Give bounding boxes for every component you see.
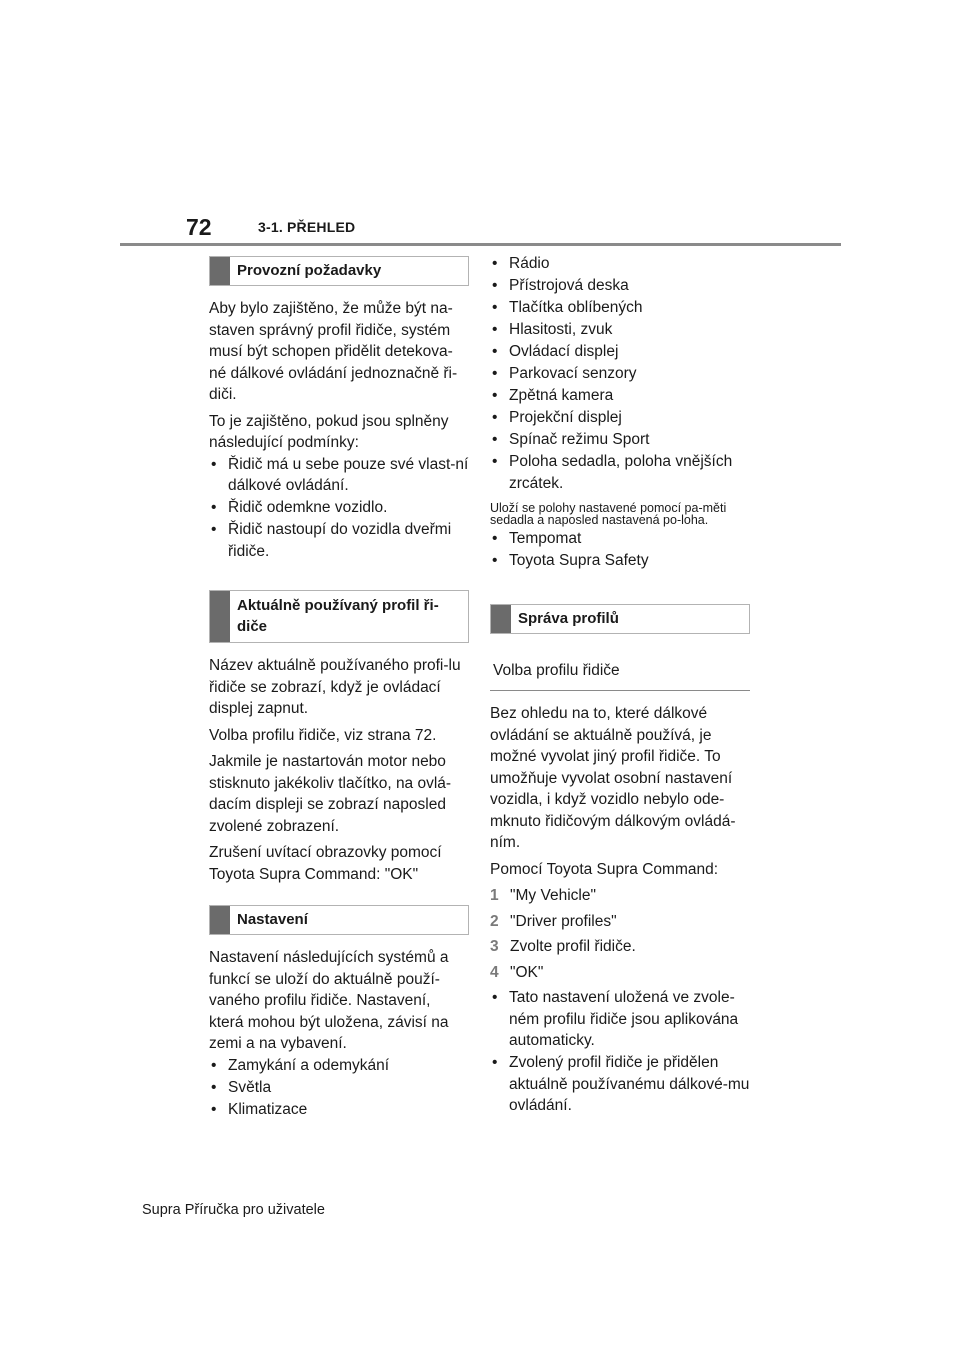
- paragraph: Jakmile je nastartován motor nebo stisknuto jakékoliv tlačítko, na ovlá-dacím displeji se zobrazí naposled zvolené zobrazení.: [209, 753, 452, 835]
- list-item: • Řidič odemkne vozidlo.: [209, 497, 469, 519]
- step-text: "My Vehicle": [510, 887, 596, 904]
- notes-list: [490, 987, 750, 1117]
- list-item: • Zamykání a odemykání: [209, 1055, 469, 1077]
- list-item: • Řidič má u sebe pouze své vlast-ní dálkové ovládání.: [209, 454, 469, 497]
- paragraph: Název aktuálně používaného profi-lu řidiče se zobrazí, když je ovládací displej zapnut.: [209, 657, 461, 717]
- systems-list: [209, 1055, 469, 1121]
- list-item: • Přístrojová deska: [490, 275, 750, 297]
- footer-text: Supra Příručka pro uživatele: [142, 1202, 325, 1218]
- step-item: [490, 962, 750, 984]
- list-item: • Tlačítka oblíbených: [490, 297, 750, 319]
- paragraph: Zrušení uvítací obrazovky pomocí Toyota Supra Command: "OK": [209, 844, 442, 883]
- memory-note: Uloží se polohy nastavené pomocí pa-měti sedadla a naposled nastavená po-loha.: [490, 501, 727, 527]
- subheading-select-profile: Volba profilu řidiče: [490, 652, 750, 692]
- list-item: • Ovládací displej: [490, 341, 750, 363]
- step-number: 3: [490, 938, 499, 955]
- paragraph: Aby bylo zajištěno, že může být na-staven správný profil řidiče, systém musí být schopen přidělit detekova-né dálkové ovládání jednoznačně ři-diči.: [209, 300, 458, 403]
- page-number: 72: [186, 214, 212, 240]
- paragraph: Nastavení následujících systémů a funkcí se uloží do aktuálně použí-vaného profilu řidiče. Nastavení, která mohou být uložena, závisí na zemi a na vybavení.: [209, 949, 449, 1052]
- step-number: 2: [490, 912, 499, 930]
- right-column: [490, 253, 750, 1117]
- paragraph: Volba profilu řidiče, viz strana 72.: [209, 726, 437, 744]
- list-item: • Toyota Supra Safety: [490, 550, 750, 572]
- step-item: [490, 936, 750, 958]
- section-title: 3-1. PŘEHLED: [258, 219, 356, 235]
- heading-box-current-profile: Aktuálně používaný profil ři-diče: [209, 590, 469, 643]
- systems-list-extra: [490, 528, 750, 572]
- step-text: Zvolte profil řidiče.: [510, 938, 636, 955]
- step-item: [490, 885, 750, 907]
- list-item: • Rádio: [490, 253, 750, 275]
- list-item: • Řidič nastoupí do vozidla dveřmi řidiče.: [209, 519, 469, 562]
- heading-box-requirements: Provozní požadavky: [209, 256, 469, 286]
- paragraph: Bez ohledu na to, které dálkové ovládání se aktuálně používá, je možné vyvolat jiný profil řidiče. To umožňuje vyvolat osobní nastavení vozidla, i když vozidlo nebylo ode-mknuto řidičovým dálkovým ovládá-ním.: [490, 705, 736, 851]
- list-item: • Tempomat: [490, 528, 750, 550]
- left-column: [209, 256, 469, 1121]
- list-item: • Spínač režimu Sport: [490, 429, 750, 451]
- step-text: "Driver profiles": [510, 912, 617, 930]
- conditions-list: [209, 454, 469, 563]
- list-item: • Zpětná kamera: [490, 385, 750, 407]
- header-rule: [120, 243, 841, 246]
- list-item: • Projekční displej: [490, 407, 750, 429]
- list-item: • Hlasitosti, zvuk: [490, 319, 750, 341]
- heading-box-settings: Nastavení: [209, 905, 469, 935]
- steps-list: [490, 885, 750, 983]
- list-item: • Zvolený profil řidiče je přidělen aktuálně používanému dálkové-mu ovládání.: [490, 1052, 750, 1117]
- heading-box-profile-management: Správa profilů: [490, 604, 750, 634]
- step-item: [490, 911, 750, 933]
- step-number: 4: [490, 963, 499, 981]
- step-text: "OK": [510, 963, 544, 981]
- paragraph: To je zajištěno, pokud jsou splněny následující podmínky:: [209, 412, 449, 451]
- list-item: • Parkovací senzory: [490, 363, 750, 385]
- list-item: • Světla: [209, 1077, 469, 1099]
- list-item: • Klimatizace: [209, 1099, 469, 1121]
- step-number: 1: [490, 887, 499, 904]
- systems-list-continued: [490, 253, 750, 494]
- list-item: • Poloha sedadla, poloha vnějších zrcátek.: [490, 451, 750, 494]
- list-item: • Tato nastavení uložená ve zvole-ném profilu řidiče jsou aplikována automaticky.: [490, 987, 750, 1052]
- paragraph: Pomocí Toyota Supra Command:: [490, 860, 719, 878]
